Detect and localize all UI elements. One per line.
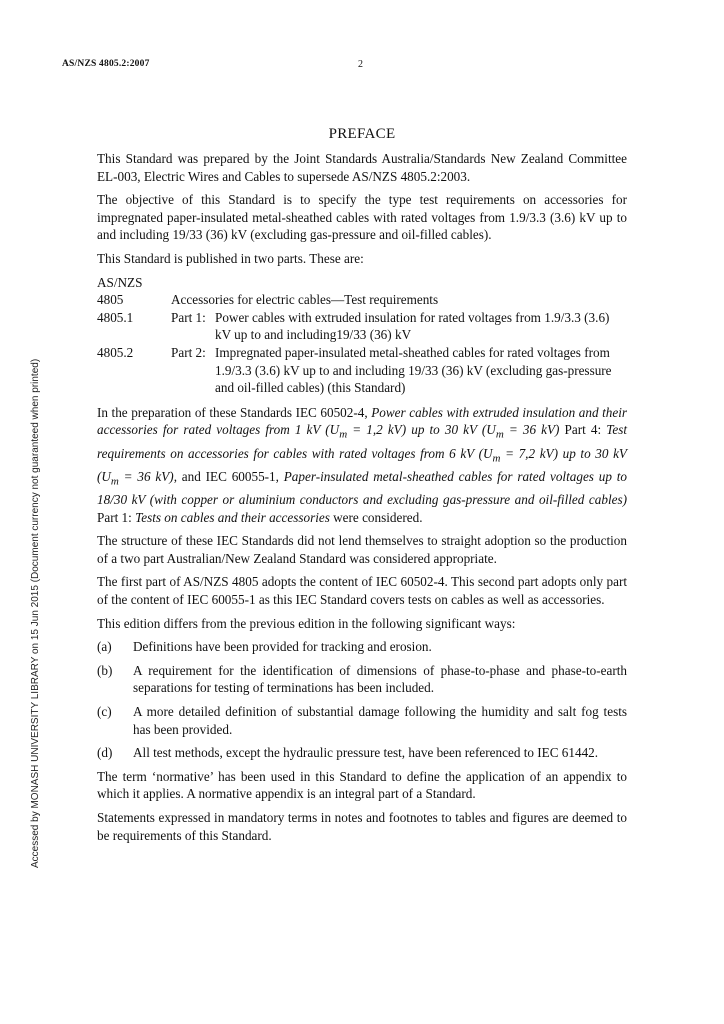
standard-id-header: AS/NZS 4805.2:2007 [62,59,150,69]
iec-title-italic: Tests on cables and their accessories [135,509,330,525]
iec-text: In the preparation of these Standards IEC 60502-4, [97,404,372,420]
page-number: 2 [358,59,363,70]
iec-title-italic: = 36 kV) [503,422,560,438]
paragraph-first-part: The first part of AS/NZS 4805 adopts the content of IEC 60502-4. This second part adopts only part of the content of IEC 60055-1 as this IEC Standard covers tests on cables as well as accessories. [97,574,627,607]
parts-list [97,274,627,397]
iec-title-italic: Paper-insulated metal-sheathed cables for rated voltages up to 18/30 kV (with copper or aluminium conductors and excluding gas-pressure and oil-filled cables) [97,468,627,508]
parts-row [97,309,627,344]
list-item [97,703,627,738]
list-item-label: (c) [97,703,112,719]
iec-text: Part 4: [559,422,607,438]
list-item-label: (a) [97,639,112,655]
paragraph-structure: The structure of these IEC Standards did not lend themselves to straight adoption so the production of a two part Australian/New Zealand Standard was considered appropriate. [97,533,627,566]
paragraph-iec-references [97,404,627,526]
iec-subscript: m [495,428,504,441]
access-watermark-note: Accessed by MONASH UNIVERSITY LIBRARY on 15 Jun 2015 (Document currency not guaranteed when printed) [30,358,41,868]
paragraph-objective: The objective of this Standard is to specify the type test requirements on accessories for impregnated paper-insulated metal-sheathed cables with rated voltages from 1.9/3.3 (3.6) kV up to and including 19/33 (36) kV (excluding gas-pressure and oil-filled cables). [97,192,627,243]
part-number: 4805.1 [97,309,134,325]
changes-list [97,638,627,762]
iec-subscript: m [110,475,119,488]
page-title: PREFACE [328,126,396,142]
list-item-label: (b) [97,662,113,678]
list-item-text: All test methods, except the hydraulic pressure test, have been referenced to IEC 61442. [133,745,599,761]
part-number: 4805 [97,292,124,308]
iec-title-italic: Power cables with extruded insulation and their accessories for rated voltages from 1 kV (U [97,404,627,438]
list-item [97,744,627,762]
iec-subscript: m [339,428,348,441]
iec-title-italic: = 36 kV) [118,468,174,484]
part-label: Part 1: [171,309,206,325]
iec-title-italic: Test requirements on accessories for cables with rated voltages from 6 kV (U [97,422,627,461]
iec-title-italic: = 1,2 kV) up to 30 kV (U [347,422,496,438]
list-item-text: Definitions have been provided for tracking and erosion. [133,639,432,655]
iec-subscript: m [492,452,501,465]
paragraph-mandatory-statements: Statements expressed in mandatory terms in notes and footnotes to tables and figures are deemed to be requirements of this Standard. [97,809,627,843]
paragraph-edition-differences: This edition differs from the previous edition in the following significant ways: [97,615,516,631]
list-item-text: A requirement for the identification of dimensions of phase-to-phase and phase-to-earth separations for testing of terminations has been included. [133,662,627,696]
parts-heading: AS/NZS [97,274,143,290]
paragraph-prepared-by: This Standard was prepared by the Joint Standards Australia/Standards New Zealand Committee EL-003, Electric Wires and Cables to supersede AS/NZS 4805.2:2003. [97,151,627,184]
parts-row [97,291,627,309]
part-label: Part 2: [171,344,206,360]
iec-text: Part 1: [97,509,136,525]
part-number: 4805.2 [97,344,134,360]
parts-row [97,344,627,397]
list-item-label: (d) [97,745,113,761]
iec-text: were considered. [329,509,423,525]
list-item [97,638,627,656]
part-description: Accessories for electric cables—Test requirements [171,292,439,308]
list-item-text: A more detailed definition of substantial damage following the humidity and salt fog tests has been provided. [133,703,627,737]
paragraph-published-parts: This Standard is published in two parts. These are: [97,250,364,266]
paragraph-normative: The term ‘normative’ has been used in this Standard to define the application of an appendix to which it applies. A normative appendix is an integral part of a Standard. [97,768,627,802]
list-item [97,662,627,697]
part-description: Power cables with extruded insulation for rated voltages from 1.9/3.3 (3.6) kV up to and including19/33 (36) kV [215,309,610,343]
iec-text: , and IEC 60055-1, [173,468,284,484]
preface-body [97,150,627,850]
iec-title-italic: = 7,2 kV) up to 30 kV (U [97,445,627,484]
part-description: Impregnated paper-insulated metal-sheathed cables for rated voltages from 1.9/3.3 (3.6) kV up to and including 19/33 (36) kV (excluding gas-pressure and oil-filled cables) (this Standard) [215,344,612,396]
